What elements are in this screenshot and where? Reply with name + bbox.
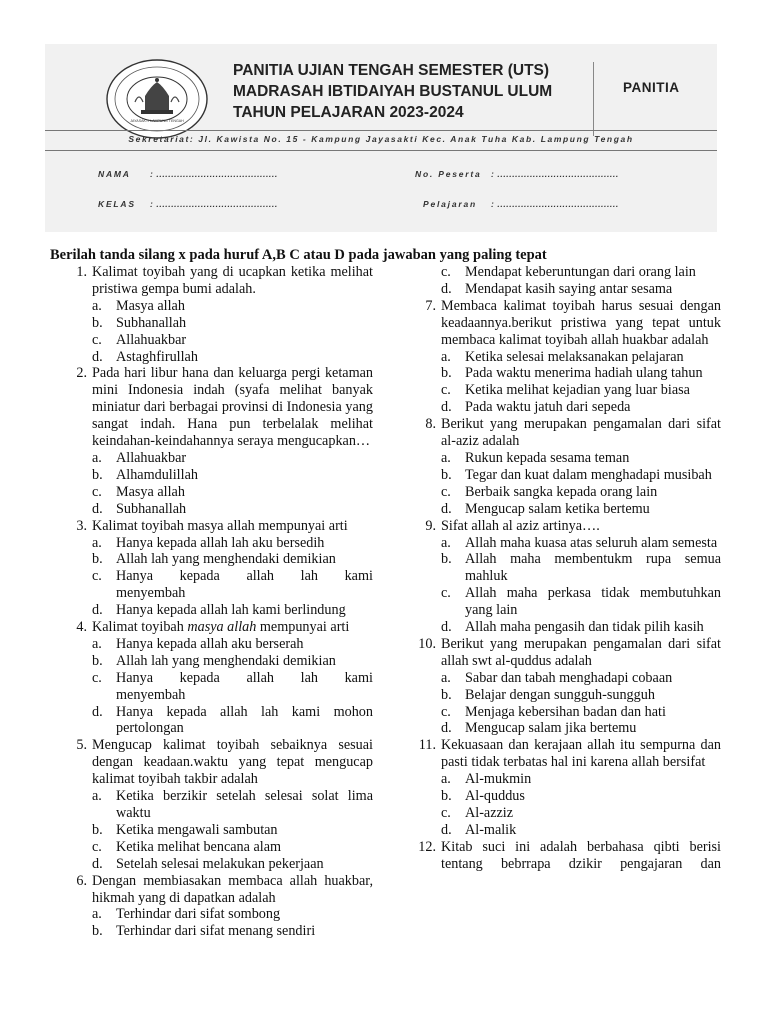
question-10-options [414,670,721,738]
field-pelajaran-dots: : ......................................... [491,199,619,209]
question-7 [414,298,721,349]
option-d[interactable]: d. Al-malik [441,821,517,838]
option-a[interactable]: a. Allah maha kuasa atas seluruh alam semesta [441,534,718,551]
option-b[interactable]: b. Tegar dan kuat dalam menghadapi musibah [441,466,712,483]
questions-right-column [414,264,721,873]
question-8-options [414,450,721,518]
question-2 [65,365,373,450]
instruction: Berilah tanda silang x pada huruf A,B C atau D pada jawaban yang paling tepat [50,247,547,263]
question-4 [65,619,373,636]
question-12 [414,839,721,873]
field-nama-label: NAMA [98,169,131,179]
option-b[interactable]: b. Alhamdulillah [92,466,198,483]
question-number: 7. [425,297,436,314]
option-d[interactable]: d. Mengucap salam ketika bertemu [441,500,650,517]
option-d[interactable]: d. Allah maha pengasih dan tidak pilih kasih [441,619,704,636]
question-number: 4. [76,619,87,636]
question-number: 6. [76,872,87,889]
question-11-options [414,771,721,839]
option-a[interactable]: a. Allahuakbar [92,449,187,466]
question-text: Mengucap kalimat toyibah sebaiknya sesuai dengan keadaan.waktu yang tepat mengucap kalimat toyibah takbir adalah [92,737,373,788]
option-b[interactable]: b. Pada waktu menerima hadiah ulang tahun [441,365,703,382]
field-peserta [415,169,619,179]
field-nama-dots: : ......................................... [150,169,278,179]
option-a[interactable]: a. Hanya kepada allah aku berserah [92,635,304,652]
question-9-options [414,535,721,636]
option-b[interactable]: b. Subhanallah [92,314,187,331]
option-c[interactable]: c. Hanya kepada allah lah kami menyembah [92,568,373,602]
question-text: Kekuasaan dan kerajaan allah itu sempurna dan pasti tidak terbatas hal ini karena allah bersifat [441,737,721,771]
question-text: Kalimat toyibah masya allah mempunyai arti [92,619,350,636]
option-a[interactable]: a. Ketika berzikir setelah selesai solat lima waktu [92,788,373,821]
option-a[interactable]: a. Al-mukmin [441,771,532,788]
title-line-3: TAHUN PELAJARAN 2023-2024 [233,104,464,121]
option-d[interactable]: d. Astaghfirullah [92,348,198,365]
question-5 [65,737,373,788]
option-d[interactable]: d. Subhanallah [92,500,187,517]
option-a[interactable]: a. Terhindar dari sifat sombong [92,906,281,923]
question-7-options [414,349,721,417]
question-number: 3. [76,517,87,534]
madrasah-logo [105,58,209,140]
question-number: 2. [76,365,87,382]
field-peserta-label: No. Peserta [415,169,482,179]
question-6-options-cd [414,264,721,298]
title-line-2: MADRASAH IBTIDAIYAH BUSTANUL ULUM [233,83,553,100]
question-number: 8. [425,416,436,433]
option-c[interactable]: c. Berbaik sangka kepada orang lain [441,483,658,500]
question-number: 12. [418,838,436,855]
option-c[interactable]: c. Ketika melihat kejadian yang luar biasa [441,382,690,399]
field-pelajaran-label: Pelajaran [423,199,478,209]
question-text: Kalimat toyibah yang di ucapkan ketika melihat pristiwa gempa bumi adalah. [92,264,373,297]
question-5-options [65,788,373,873]
option-b[interactable]: b. Belajar dengan sungguh-sungguh [441,686,655,703]
header-title [233,60,593,123]
question-10 [414,636,721,670]
option-d[interactable]: d. Hanya kepada allah lah kami mohon pertolongan [92,703,373,737]
option-a[interactable]: a. Ketika selesai melaksanakan pelajaran [441,348,684,365]
question-6-options-ab [65,906,373,940]
option-d[interactable]: d. Pada waktu jatuh dari sepeda [441,399,631,416]
field-kelas-label: KELAS [98,199,136,209]
question-text: Kalimat toyibah masya allah mempunyai arti [92,517,348,534]
option-a[interactable]: a. Masya allah [92,297,185,314]
option-b[interactable]: b. Allah lah yang menghendaki demikian [92,652,336,669]
question-3-options [65,535,373,620]
question-text: Dengan membiasakan membaca allah huakbar, hikmah yang di dapatkan adalah [92,872,373,906]
field-pelajaran [423,199,619,209]
option-c[interactable]: c. Allah maha perkasa tidak membutuhkan yang lain [441,585,721,619]
question-11 [414,737,721,771]
question-1-options [65,298,373,366]
option-a[interactable]: a. Rukun kepada sesama teman [441,449,630,466]
header-rule-bottom [45,150,717,151]
exam-header [45,44,717,232]
field-kelas-dots: : ......................................... [150,199,278,209]
questions-left-column [65,264,373,940]
option-b[interactable]: b. Terhindar dari sifat menang sendiri [92,923,316,940]
option-b[interactable]: b. Allah lah yang menghendaki demikian [92,551,336,568]
option-c[interactable]: c. Allahuakbar [92,331,187,348]
question-8 [414,416,721,450]
option-c[interactable]: c. Hanya kepada allah lah kami menyembah [92,669,373,703]
question-number: 10. [418,635,436,652]
option-b[interactable]: b. Al-quddus [441,788,525,805]
option-d[interactable]: d. Mengucap salam jika bertemu [441,720,637,737]
title-line-1: PANITIA UJIAN TENGAH SEMESTER (UTS) [233,62,550,79]
question-9 [414,518,721,535]
field-nama [98,169,278,179]
secretariat-address: Sekretariat: Jl. Kawista No. 15 - Kampung Jayasakti Kec. Anak Tuha Kab. Lampung Tengah [128,134,634,144]
question-text: Kitab suci ini adalah berbahasa qibti berisi tentang bebrrapa dzikir pengajaran dan [441,838,721,872]
option-a[interactable]: a. Hanya kepada allah lah aku bersedih [92,534,325,551]
field-peserta-dots: : ......................................... [491,169,619,179]
question-number: 5. [76,737,87,754]
option-b[interactable]: b. Ketika mengawali sambutan [92,821,278,838]
option-c[interactable]: c. Masya allah [92,483,185,500]
option-d[interactable]: d. Hanya kepada allah lah kami berlindung [92,602,346,619]
option-c[interactable]: c. Al-azziz [441,805,514,821]
header-rule-top [45,130,717,131]
question-text: Berikut yang merupakan pengamalan dari sifat al-aziz adalah [441,416,721,450]
question-3 [65,518,373,535]
question-6 [65,873,373,907]
option-c[interactable]: c. Mendapat keberuntungan dari orang lain [441,264,696,280]
option-d[interactable]: d. Mendapat kasih saying antar sesama [441,280,673,297]
field-kelas [98,199,278,209]
panitia-label: PANITIA [623,80,680,95]
question-1 [65,264,373,298]
question-number: 9. [425,517,436,534]
question-number: 11. [418,737,436,754]
option-b[interactable]: b. Allah maha membentukm rupa semua mahluk [441,551,721,585]
question-text: Pada hari libur hana dan keluarga pergi ketaman mini Indonesia indah (syafa melihat banyak miniatur dari berbagai provinsi di Indonesia yang sangat indah. Hana pun terbelalak melihat keindahan-keindahannya seraya mengucapkan… [92,365,373,450]
question-number: 1. [76,264,87,280]
option-d[interactable]: d. Setelah selesai melakukan pekerjaan [92,855,324,872]
option-a[interactable]: a. Sabar dan tabah menghadapi cobaan [441,669,673,686]
question-text: Membaca kalimat toyibah harus sesuai dengan keadaannya.berikut pristiwa yang tepat untuk membaca kalimat toyibah allah huakbar adalah [441,297,721,348]
option-c[interactable]: c. Ketika melihat bencana alam [92,838,282,855]
question-4-options [65,636,373,737]
question-text: Sifat allah al aziz artinya…. [441,517,600,534]
logo-bottom-text: JAYASAKTI LAMPUNG TENGAH [130,119,184,123]
question-2-options [65,450,373,518]
header-divider [593,62,594,136]
question-text: Berikut yang merupakan pengamalan dari sifat allah swt al-quddus adalah [441,635,721,669]
option-c[interactable]: c. Menjaga kebersihan badan dan hati [441,703,666,720]
